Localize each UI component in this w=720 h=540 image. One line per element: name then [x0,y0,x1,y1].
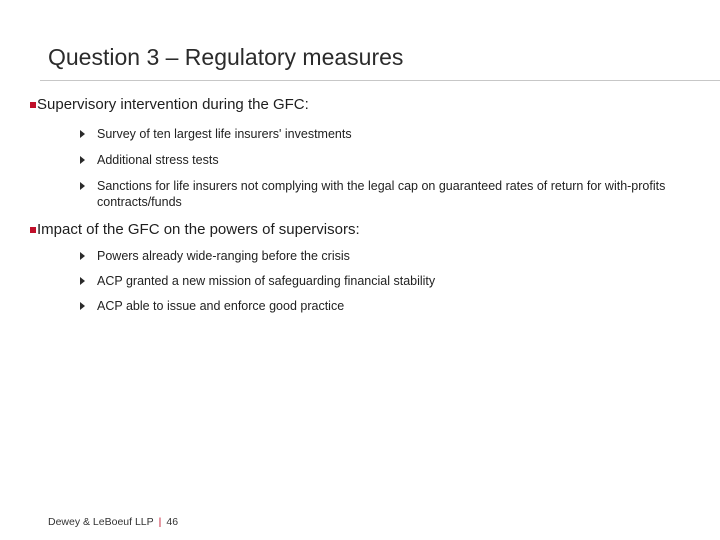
list-item-text: ACP able to issue and enforce good practice [97,299,345,313]
page-number: 46 [166,516,179,528]
square-bullet-icon [30,102,36,108]
triangle-right-icon [80,130,85,138]
triangle-right-icon [80,182,85,190]
list-item [80,178,680,210]
footer-separator: | [158,516,162,528]
list-item [80,273,680,289]
section-heading-text: Impact of the GFC on the powers of supervisors: [37,221,360,238]
list-item-text: Sanctions for life insurers not complying with the legal cap on guaranteed rates of return for with-profits contracts/funds [97,179,666,209]
section-heading-supervisory-intervention [30,96,309,113]
square-bullet-icon [30,227,36,233]
section-heading-impact-of-gfc [30,221,360,238]
list-item [80,298,680,314]
triangle-right-icon [80,277,85,285]
list-item [80,248,680,264]
list-item [80,126,680,142]
triangle-right-icon [80,156,85,164]
title-divider [40,80,720,81]
triangle-right-icon [80,252,85,260]
list-item-text: Powers already wide-ranging before the crisis [97,249,350,263]
list-item-text: Survey of ten largest life insurers' investments [97,127,352,141]
slide-title: Question 3 – Regulatory measures [48,44,404,70]
section-heading-text: Supervisory intervention during the GFC: [37,96,309,113]
triangle-right-icon [80,302,85,310]
list-item-text: ACP granted a new mission of safeguarding financial stability [97,274,436,288]
list-item [80,152,680,168]
list-item-text: Additional stress tests [97,153,219,167]
slide-footer [48,516,178,528]
firm-name: Dewey & LeBoeuf LLP [48,516,154,528]
